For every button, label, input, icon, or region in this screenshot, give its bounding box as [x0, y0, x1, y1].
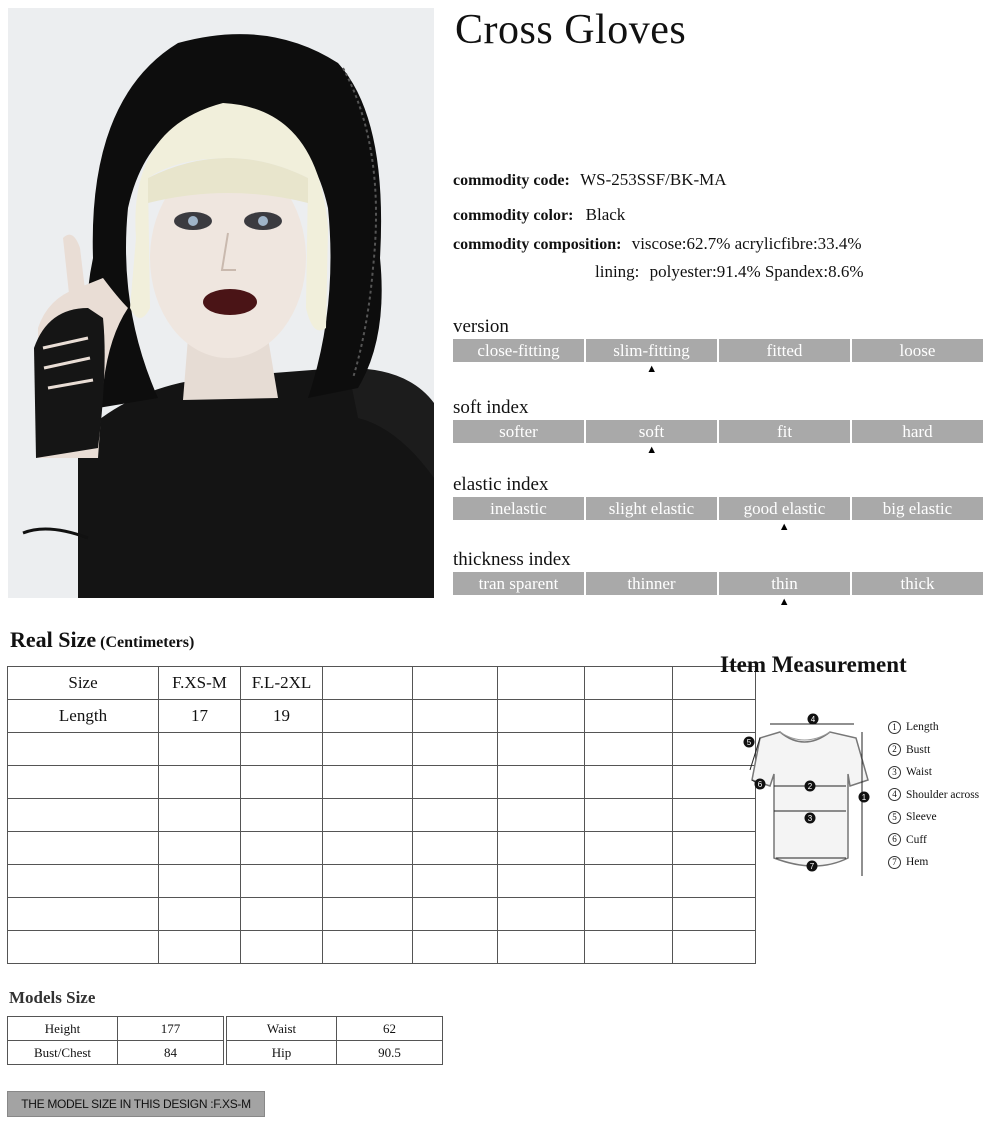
table-cell: [585, 865, 673, 898]
table-cell: [159, 799, 241, 832]
selected-marker-icon: ▲: [778, 596, 790, 608]
legend-item: [888, 806, 998, 829]
table-cell: [159, 832, 241, 865]
legend-number: 7: [888, 856, 901, 869]
table-cell: [413, 799, 498, 832]
table-cell: [323, 799, 413, 832]
elastic-index-bar: [453, 497, 983, 520]
table-cell: [498, 799, 585, 832]
soft-index-title: soft index: [453, 397, 529, 418]
diagram-num: 6: [757, 780, 763, 789]
table-cell: [8, 733, 159, 766]
table-header-cell: [323, 667, 413, 700]
version-option: loose: [852, 339, 983, 362]
table-cell: [585, 931, 673, 964]
garment-diagram: [738, 708, 873, 884]
soft-option: hard: [852, 420, 983, 443]
product-title: Cross Gloves: [455, 7, 687, 53]
soft-index: [453, 397, 983, 457]
table-cell: [8, 931, 159, 964]
table-row: [8, 1017, 224, 1041]
table-cell: [323, 766, 413, 799]
table-cell: [241, 799, 323, 832]
commodity-color-label: commodity color:: [453, 207, 574, 224]
legend-label: Waist: [906, 766, 932, 779]
table-cell: [159, 931, 241, 964]
real-size-title: [10, 627, 194, 653]
commodity-composition-row: [453, 234, 862, 254]
table-cell: [498, 700, 585, 733]
lining-label: lining:: [595, 262, 640, 281]
table-cell: 177: [118, 1017, 224, 1041]
table-cell: [585, 898, 673, 931]
version-index: [453, 316, 983, 376]
selected-marker-icon: ▲: [646, 363, 658, 375]
soft-marker-row: [453, 443, 983, 457]
table-cell: [498, 733, 585, 766]
legend-number: 3: [888, 766, 901, 779]
table-cell: Length: [8, 700, 159, 733]
models-size-title: Models Size: [9, 988, 96, 1007]
commodity-composition-label: commodity composition:: [453, 236, 622, 253]
diagram-num: 4: [810, 715, 816, 724]
real-size-heading: Real Size: [10, 627, 97, 652]
table-cell: [159, 865, 241, 898]
lining-value: polyester:91.4% Spandex:8.6%: [649, 262, 864, 281]
thickness-marker-row: [453, 595, 983, 609]
real-size-table: [7, 666, 756, 964]
table-cell: [323, 898, 413, 931]
selected-marker-icon: ▲: [646, 444, 658, 456]
version-option: fitted: [719, 339, 850, 362]
diagram-num: 7: [809, 862, 815, 871]
elastic-marker-row: [453, 520, 983, 534]
table-cell: [673, 931, 756, 964]
table-cell: [159, 733, 241, 766]
product-photo: [8, 8, 434, 598]
table-cell: [8, 832, 159, 865]
table-row: [8, 865, 756, 898]
table-cell: Height: [8, 1017, 118, 1041]
table-cell: [159, 898, 241, 931]
table-cell: [8, 898, 159, 931]
table-cell: [323, 931, 413, 964]
table-cell: 90.5: [337, 1041, 443, 1065]
commodity-code-row: [453, 170, 727, 190]
table-cell: Hip: [227, 1041, 337, 1065]
table-cell: [413, 898, 498, 931]
commodity-color-row: [453, 205, 625, 225]
table-row: [8, 1041, 224, 1065]
table-row: [8, 700, 756, 733]
elastic-option: good elastic: [719, 497, 850, 520]
table-cell: [241, 733, 323, 766]
diagram-num: 3: [807, 814, 813, 823]
table-row: [8, 832, 756, 865]
table-cell: [413, 700, 498, 733]
version-option: slim-fitting: [586, 339, 717, 362]
table-cell: [241, 898, 323, 931]
legend-item: [888, 761, 998, 784]
table-cell: 62: [337, 1017, 443, 1041]
table-cell: [8, 766, 159, 799]
table-cell: [159, 766, 241, 799]
table-row: [8, 898, 756, 931]
table-header-cell: Size: [8, 667, 159, 700]
legend-label: Shoulder across: [906, 788, 980, 801]
table-row: [8, 733, 756, 766]
thickness-index-title: thickness index: [453, 549, 571, 570]
diagram-num: 1: [861, 793, 867, 802]
table-cell: [498, 931, 585, 964]
version-index-title: version: [453, 316, 509, 337]
table-row: [227, 1041, 443, 1065]
table-cell: 84: [118, 1041, 224, 1065]
commodity-composition-value: viscose:62.7% acrylicfibre:33.4%: [631, 234, 862, 253]
table-row: [8, 799, 756, 832]
legend-label: Cuff: [906, 833, 927, 846]
measurement-legend: [888, 716, 998, 874]
lining-row: [595, 262, 864, 282]
table-header-cell: F.XS-M: [159, 667, 241, 700]
table-cell: Bust/Chest: [8, 1041, 118, 1065]
table-header-cell: F.L-2XL: [241, 667, 323, 700]
diagram-num: 5: [746, 738, 752, 747]
diagram-num: 2: [807, 782, 813, 791]
legend-label: Bustt: [906, 743, 931, 756]
legend-number: 4: [888, 788, 901, 801]
thickness-option: thinner: [586, 572, 717, 595]
commodity-code-value: WS-253SSF/BK-MA: [580, 170, 727, 189]
thickness-option: tran sparent: [453, 572, 584, 595]
table-header-cell: [585, 667, 673, 700]
soft-option: fit: [719, 420, 850, 443]
table-header-row: [8, 667, 756, 700]
table-cell: [585, 733, 673, 766]
table-cell: [498, 832, 585, 865]
legend-label: Length: [906, 721, 939, 734]
thickness-option: thick: [852, 572, 983, 595]
soft-option: softer: [453, 420, 584, 443]
legend-number: 1: [888, 721, 901, 734]
legend-number: 2: [888, 743, 901, 756]
table-cell: 19: [241, 700, 323, 733]
table-cell: [413, 832, 498, 865]
models-size-table-left: [7, 1016, 224, 1065]
model-size-note: THE MODEL SIZE IN THIS DESIGN :F.XS-M: [7, 1091, 265, 1117]
soft-index-bar: [453, 420, 983, 443]
table-cell: [498, 898, 585, 931]
table-cell: [585, 799, 673, 832]
legend-item: [888, 829, 998, 852]
table-header-cell: [498, 667, 585, 700]
table-row: [8, 931, 756, 964]
table-cell: [323, 832, 413, 865]
elastic-option: big elastic: [852, 497, 983, 520]
table-cell: Waist: [227, 1017, 337, 1041]
version-index-bar: [453, 339, 983, 362]
legend-label: Sleeve: [906, 811, 937, 824]
legend-number: 5: [888, 811, 901, 824]
thickness-option: thin: [719, 572, 850, 595]
thickness-index-bar: [453, 572, 983, 595]
table-row: [8, 766, 756, 799]
table-cell: [673, 898, 756, 931]
elastic-option: slight elastic: [586, 497, 717, 520]
table-cell: [498, 766, 585, 799]
models-size-table-right: [226, 1016, 443, 1065]
table-header-cell: [413, 667, 498, 700]
version-option: close-fitting: [453, 339, 584, 362]
commodity-code-label: commodity code:: [453, 172, 570, 189]
legend-item: [888, 851, 998, 874]
legend-label: Hem: [906, 856, 929, 869]
table-cell: 17: [159, 700, 241, 733]
table-cell: [585, 766, 673, 799]
soft-option: soft: [586, 420, 717, 443]
table-cell: [241, 766, 323, 799]
elastic-option: inelastic: [453, 497, 584, 520]
item-measurement-title: Item Measurement: [720, 652, 907, 677]
table-cell: [413, 931, 498, 964]
table-cell: [413, 865, 498, 898]
selected-marker-icon: ▲: [778, 521, 790, 533]
elastic-index: [453, 474, 983, 534]
real-size-unit: (Centimeters): [100, 634, 195, 651]
table-cell: [323, 733, 413, 766]
table-cell: [585, 832, 673, 865]
table-cell: [413, 766, 498, 799]
table-cell: [498, 865, 585, 898]
table-cell: [241, 865, 323, 898]
table-cell: [241, 832, 323, 865]
legend-item: [888, 739, 998, 762]
version-marker-row: [453, 362, 983, 376]
table-cell: [323, 865, 413, 898]
table-cell: [8, 865, 159, 898]
table-cell: [413, 733, 498, 766]
table-cell: [585, 700, 673, 733]
table-cell: [8, 799, 159, 832]
elastic-index-title: elastic index: [453, 474, 549, 495]
table-cell: [323, 700, 413, 733]
commodity-color-value: Black: [585, 205, 626, 224]
legend-number: 6: [888, 833, 901, 846]
thickness-index: [453, 549, 983, 609]
table-cell: [241, 931, 323, 964]
table-row: [227, 1017, 443, 1041]
legend-item: [888, 716, 998, 739]
legend-item: [888, 784, 998, 807]
